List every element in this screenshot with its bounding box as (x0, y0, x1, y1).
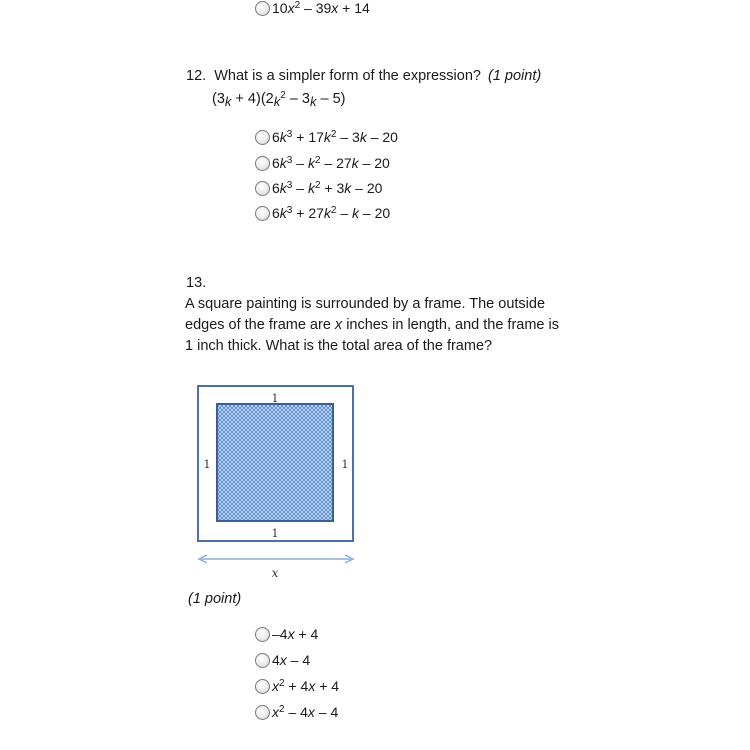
q13-prompt-line3: 1 inch thick. What is the total area of the frame? (185, 338, 493, 354)
radio-button[interactable] (255, 679, 270, 694)
radio-button[interactable] (255, 627, 270, 642)
choice-expression: $6k^3 - k^2 + 3k - 20$ (272, 180, 383, 196)
q12-header (186, 66, 541, 87)
radio-button[interactable] (255, 705, 270, 720)
q13-prompt-line1: A square painting is surrounded by a frame. The outside (185, 296, 546, 312)
q13-prompt (185, 294, 605, 357)
choice-expression: 4x – 4 (272, 652, 311, 668)
frame-diagram (185, 375, 370, 590)
q12-points: (1 point) (487, 68, 542, 84)
label-top: 1 (271, 392, 279, 405)
q12-choice-b[interactable] (255, 153, 390, 173)
choice-expression: –4x + 4 (272, 626, 319, 642)
q13-points: (1 point) (188, 591, 242, 607)
q12-choice-a[interactable] (255, 127, 398, 147)
q13-choice-c[interactable] (255, 676, 339, 696)
choice-expression: $x^2 - 4x - 4$ (272, 704, 339, 720)
q12-choice-d[interactable] (255, 203, 390, 223)
prev-question-choice-d[interactable] (255, 0, 370, 18)
q13-choice-b[interactable] (255, 650, 310, 670)
label-width: x (271, 566, 279, 580)
radio-button[interactable] (255, 1, 270, 16)
q13-prompt-line2: edges of the frame are x inches in length, and the frame is (185, 317, 559, 333)
q12-number: 12. (186, 68, 207, 84)
q12-expression: $(3k + 4)(2k^2 - 3k - 5)$ (212, 90, 346, 109)
radio-button[interactable] (255, 156, 270, 171)
q12-choice-c[interactable] (255, 178, 382, 198)
label-left: 1 (203, 458, 211, 471)
choice-expression: $6k^3 - k^2 - 27k - 20$ (272, 155, 390, 171)
q12-prompt: What is a simpler form of the expression? (214, 68, 481, 84)
q13-choice-d[interactable] (255, 702, 338, 722)
choice-expression: $6k^3 + 27k^2 - k - 20$ (272, 205, 391, 221)
width-arrow (199, 555, 353, 563)
q13-number: 13. (186, 275, 207, 291)
q13-choice-a[interactable] (255, 624, 318, 644)
choice-expression: $6k^3 + 17k^2 - 3k - 20$ (272, 129, 398, 145)
label-bottom: 1 (271, 527, 279, 540)
choice-expression: $10x^2 - 39x + 14$ (272, 0, 370, 16)
radio-button[interactable] (255, 130, 270, 145)
choice-expression: $x^2 + 4x + 4$ (272, 678, 340, 694)
inner-painting (217, 404, 333, 521)
label-right: 1 (341, 458, 349, 471)
radio-button[interactable] (255, 181, 270, 196)
radio-button[interactable] (255, 206, 270, 221)
radio-button[interactable] (255, 653, 270, 668)
